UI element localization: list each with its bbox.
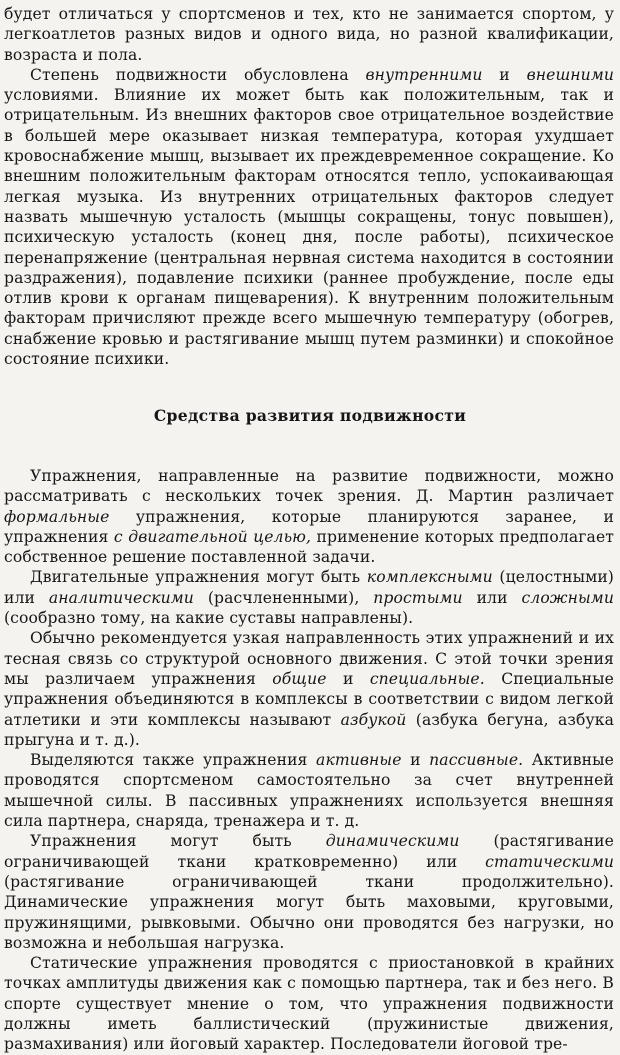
emphasis-term: общие [272, 669, 327, 688]
paragraph-motor-exercises: Двигательные упражнения могут быть комплексными (целостными) или аналитическими (расчлененными), простыми или сложными (сообразно тому, на какие суставы направлены). [4, 568, 614, 628]
paragraph-exercise-types: Упражнения, направленные на развитие подвижности, можно рассматривать с нескольких точек зрения. Д. Мартин различает формальные упражнения, которые планируются заранее, и упражнения с двигательной целью, применение которых предполагает собственное решение поставленной задачи. [4, 467, 614, 567]
emphasis-term: пассивные. [429, 751, 524, 770]
emphasis-term: с двигательной целью, [113, 527, 312, 546]
emphasis-term: аналитическими [48, 588, 194, 607]
emphasis-term: простыми [373, 588, 463, 607]
paragraph-continuation: будет отличаться у спортсменов и тех, кто не занимается спортом, у легкоатлетов разных видов и одного вида, но разной квалификации, возраста и пола. [4, 5, 614, 64]
text-block-bottom [4, 466, 614, 1055]
emphasis-term: динамическими [325, 832, 460, 851]
emphasis-term: комплексными [366, 568, 493, 587]
emphasis-term: азбукой [340, 710, 407, 729]
emphasis-term: внутренними [365, 65, 483, 84]
emphasis-term: формальные [4, 507, 110, 526]
paragraph-mobility-conditions: Степень подвижности обусловлена внутренними и внешними условиями. Влияние их может быть как положительным, так и отрицательным. Из внешних факторов свое отрицательное воздействие в большей мере оказывает низкая температура, которая ухудшает кровоснабжение мышц, вызывает их преждевременное сокращение. Ко внешним положительным факторам относятся тепло, успокаивающая легкая музыка. Из внутренних отрицательных факторов следует назвать мышечную усталость (мышцы сокращены, тонус повышен), психическую усталость (конец дня, после работы), психическое перенапряжение (центральная нервная система находится в состоянии раздражения), подавление психики (раннее пробуждение, после еды отлив крови к органам пищеварения). К внутренним положительным факторам причисляют прежде всего мышечную температуру (обогрев, снабжение кровью и растягивание мышц путем разминки) и спокойное состояние психики. [4, 65, 614, 369]
emphasis-term: активные [316, 751, 402, 770]
emphasis-term: сложными [521, 588, 614, 607]
paragraph-active-passive: Выделяются также упражнения активные и пассивные. Активные проводятся спортсменом самостоятельно за счет внутренней мышечной силы. В пассивных упражнениях используется внешняя сила партнера, снаряда, тренажера и т. д. [4, 751, 614, 831]
paragraph-general-special: Обычно рекомендуется узкая направленность этих упражнений и их тесная связь со структурой основного движения. С этой точки зрения мы различаем упражнения общие и специальные. Специальные упражнения объединяются в комплексы в соответствии с видом легкой атлетики и эти комплексы называют азбукой (азбука бегуна, азбука прыгуна и т. д.). [4, 629, 615, 749]
text-block-top [4, 4, 614, 369]
paragraph-dynamic-static: Упражнения могут быть динамическими (растягивание ограничивающей ткани кратковременно) или статическими (растягивание ограничивающей ткани продолжительно). Динамические упражнения могут быть маховыми, круговыми, пружинящими, рывковыми. Обычно они проводятся без нагрузки, но возможна и небольшая нагрузка. [4, 832, 614, 952]
emphasis-term: статическими [485, 852, 614, 871]
emphasis-term: внешними [526, 65, 614, 84]
emphasis-term: специальные. [369, 669, 485, 688]
section-heading: Средства развития подвижности [153, 406, 467, 425]
paragraph-static-exercises: Статические упражнения проводятся с приостановкой в крайних точках амплитуды движения как с помощью партнера, так и без него. В спорте существует мнение о том, что упражнения подвижности должны иметь баллистический (пружинистые движения, размахивания) или йоговый характер. Последователи йоговой тре- [4, 954, 614, 1054]
